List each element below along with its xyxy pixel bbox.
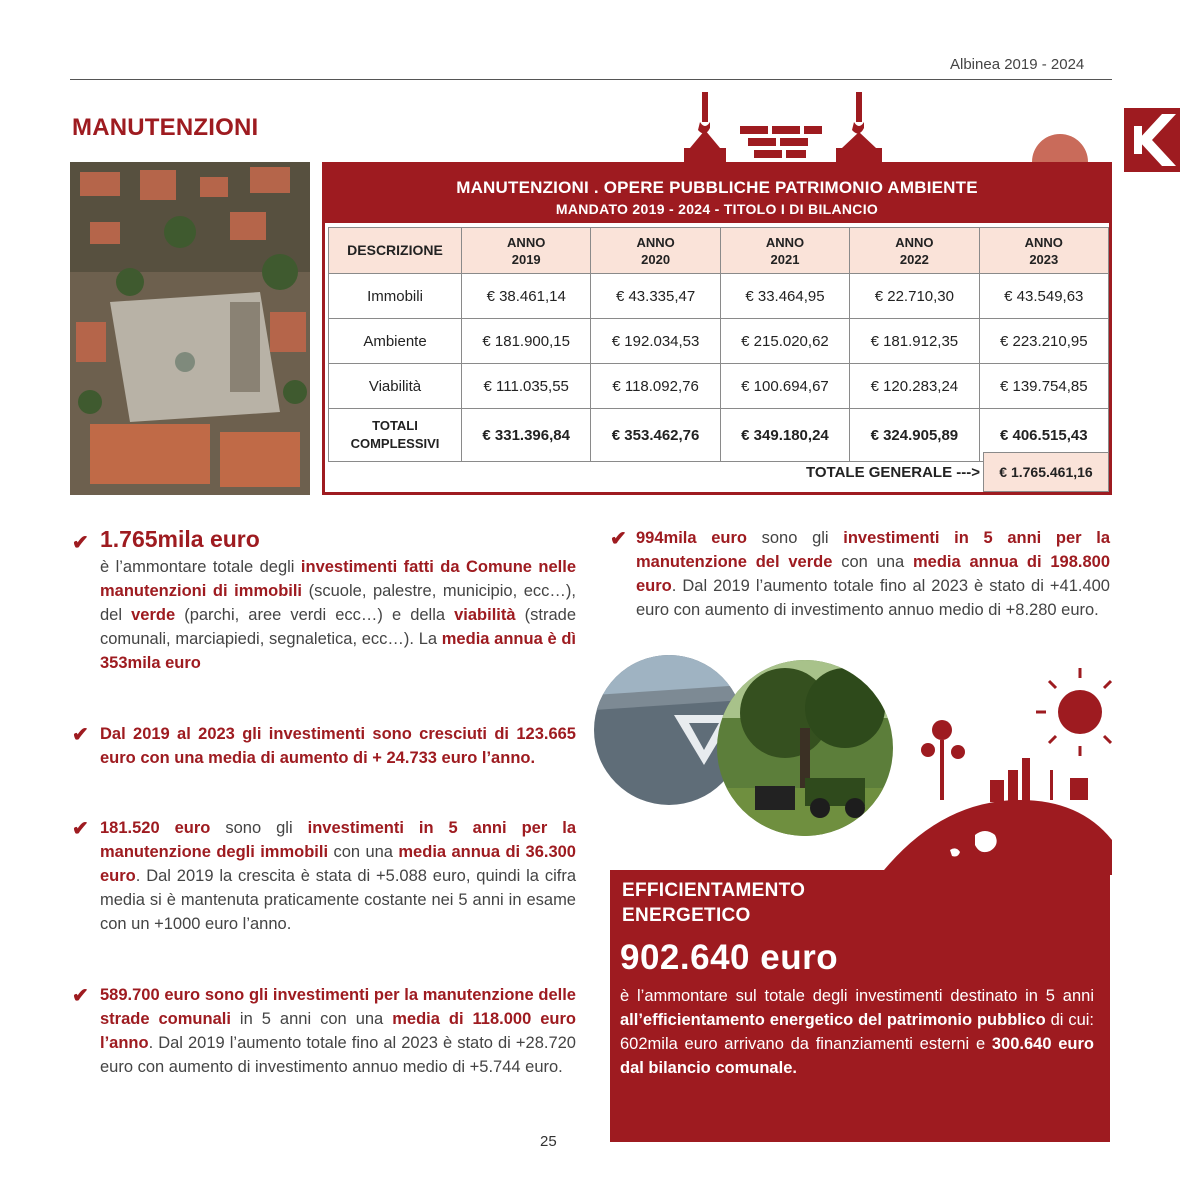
text-run: (scuole, palestre, municipio, ecc…), del <box>100 582 577 624</box>
bold-text: all’efficientamento energetico del patrimonio pubblico <box>620 1011 1046 1029</box>
row-label: Viabilità <box>329 364 462 409</box>
table-cell: € 223.210,95 <box>979 319 1108 364</box>
publisher-logo-icon <box>1124 108 1180 172</box>
park-mower-photo <box>715 658 895 838</box>
text-run: (parchi, aree verdi ecc…) e della <box>175 606 455 624</box>
checkmark-icon: ✔ <box>72 532 89 554</box>
text-run: sono gli <box>210 819 308 837</box>
highlight-text: investimenti in 5 anni per la manutenzione degli immobili <box>100 819 576 861</box>
totals-label-line1: TOTALI <box>372 418 418 433</box>
table-cell: € 215.020,62 <box>720 319 849 364</box>
column-header-label: ANNO <box>507 234 546 250</box>
maintenance-investments-table <box>322 162 1112 495</box>
column-header-label: ANNO <box>895 234 934 250</box>
row-label: Immobili <box>329 274 462 319</box>
table-cell: € 22.710,30 <box>850 274 979 319</box>
text-run: sono gli <box>746 529 844 547</box>
totals-label <box>329 409 462 462</box>
grand-total-value: € 1.765.461,16 <box>983 452 1109 492</box>
highlight-text: media di 118.000 euro l’anno <box>100 1010 577 1052</box>
column-header-year-value: 2022 <box>899 251 929 267</box>
total-cell: € 349.180,24 <box>720 409 849 462</box>
column-header-description: DESCRIZIONE <box>329 228 462 274</box>
checkmark-icon: ✔ <box>72 985 89 1007</box>
highlight-text: 181.520 euro <box>100 819 211 837</box>
table-cell: € 118.092,76 <box>591 364 720 409</box>
text-run: (strade comunali, marciapiedi, segnaletica, ecc…). La <box>100 606 576 648</box>
checkmark-icon: ✔ <box>72 724 89 746</box>
table-cell: € 192.034,53 <box>591 319 720 364</box>
totals-label-line2: COMPLESSIVI <box>350 436 440 451</box>
table-cell: € 120.283,24 <box>850 364 979 409</box>
table-cell: € 33.464,95 <box>720 274 849 319</box>
column-header-label: ANNO <box>1024 234 1063 250</box>
table-cell: € 181.912,35 <box>850 319 979 364</box>
highlight-text: 589.700 euro sono gli investimenti per la manutenzione delle strade comunali <box>100 986 576 1028</box>
bullet-3-text <box>100 816 576 936</box>
text-run: di cui: 602mila euro arrivano da finanziamenti esterni e <box>620 1011 1094 1053</box>
table-row <box>329 364 1109 409</box>
column-header-year-value: 2019 <box>511 251 541 267</box>
highlight-text: investimenti fatti da Comune nelle manutenzioni di immobili <box>100 558 576 600</box>
table-header-band <box>325 165 1109 223</box>
energy-box-title <box>622 878 805 928</box>
text-run: in 5 anni con una <box>230 1010 393 1028</box>
text-run: è l’ammontare totale degli <box>100 558 301 576</box>
column-header-year <box>591 228 720 274</box>
highlight-text: media annua di 198.800 euro <box>636 553 1110 595</box>
document-header-title: Albinea 2019 - 2024 <box>950 56 1085 73</box>
column-header-label: ANNO <box>636 234 675 250</box>
table-subtitle: MANDATO 2019 - 2024 - TITOLO I DI BILANCIO <box>555 201 879 217</box>
energy-efficiency-box <box>610 870 1110 1142</box>
total-cell: € 406.515,43 <box>979 409 1108 462</box>
data-table <box>328 227 1109 462</box>
highlight-text: media annua di 36.300 euro <box>100 843 576 885</box>
text-run: con una <box>328 843 399 861</box>
column-header-label: ANNO <box>765 234 805 250</box>
total-cell: € 331.396,84 <box>462 409 591 462</box>
column-header-year <box>979 228 1108 274</box>
text-run: è l’ammontare sul totale degli investimenti destinato in 5 anni <box>620 987 1094 1005</box>
highlight-text: 994mila euro <box>636 529 747 547</box>
bullet-4-text <box>100 983 576 1079</box>
checkmark-icon: ✔ <box>610 528 627 550</box>
column-header-year-value: 2023 <box>1029 251 1059 267</box>
column-header-year-value: 2021 <box>770 251 800 267</box>
highlight-text: viabilità <box>454 606 516 624</box>
highlight-text: investimenti in 5 anni per la manutenzione del verde <box>636 529 1110 571</box>
energy-description <box>620 984 1094 1080</box>
header-divider <box>70 79 1112 80</box>
table-cell: € 100.694,67 <box>720 364 849 409</box>
text-run: . Dal 2019 la crescita è stata di +5.088 euro, quindi la cifra media si è mantenuta praticamente costante nei 5 anni in esame con un +1000 euro l’anno. <box>100 867 576 933</box>
table-cell: € 181.900,15 <box>462 319 591 364</box>
section-title: MANUTENZIONI <box>72 114 259 141</box>
page-number: 25 <box>540 1133 557 1150</box>
text-run: con una <box>832 553 913 571</box>
text-run: . Dal 2019 l’aumento totale fino al 2023 è stato di +41.400 euro con aumento di investimento annuo medio di +8.280 euro. <box>636 577 1110 619</box>
column-header-year-value: 2020 <box>641 251 671 267</box>
aerial-town-photo <box>70 162 310 495</box>
column-header-year <box>720 228 849 274</box>
table-cell: € 111.035,55 <box>462 364 591 409</box>
column-header-year <box>462 228 591 274</box>
sun-eco-globe-illustration <box>880 660 1112 875</box>
total-cell: € 324.905,89 <box>850 409 979 462</box>
grand-total-label: TOTALE GENERALE ---> <box>805 464 980 481</box>
highlight-text: verde <box>131 606 176 624</box>
bullet-green-maintenance-text <box>636 526 1110 622</box>
energy-title-line2: ENERGETICO <box>622 905 751 926</box>
table-title: MANUTENZIONI . OPERE PUBBLICHE PATRIMONIO AMBIENTE <box>456 178 978 197</box>
energy-title-line1: EFFICIENTAMENTO <box>622 880 806 901</box>
bold-text: 300.640 euro dal bilancio comunale. <box>620 1035 1095 1077</box>
table-row <box>329 274 1109 319</box>
table-row <box>329 319 1109 364</box>
checkmark-icon: ✔ <box>72 818 89 840</box>
bullet-2-text: Dal 2019 al 2023 gli investimenti sono cresciuti di 123.665 euro con una media di aumento di + 24.733 euro l’anno. <box>100 725 576 767</box>
highlight-text: media annua è dì 353mila euro <box>100 630 576 672</box>
energy-amount: 902.640 euro <box>620 938 839 977</box>
table-cell: € 43.549,63 <box>979 274 1108 319</box>
table-cell: € 43.335,47 <box>591 274 720 319</box>
table-cell: € 139.754,85 <box>979 364 1108 409</box>
row-label: Ambiente <box>329 319 462 364</box>
column-header-year <box>850 228 979 274</box>
table-cell: € 38.461,14 <box>462 274 591 319</box>
table-header-row <box>329 228 1109 274</box>
bullet-1-text <box>100 555 576 675</box>
text-run: . Dal 2019 l’aumento totale fino al 2023 è stato di +28.720 euro con aumento di investimento annuo medio di +5.744 euro. <box>100 1034 576 1076</box>
total-cell: € 353.462,76 <box>591 409 720 462</box>
total-investment-headline: 1.765mila euro <box>100 526 260 552</box>
